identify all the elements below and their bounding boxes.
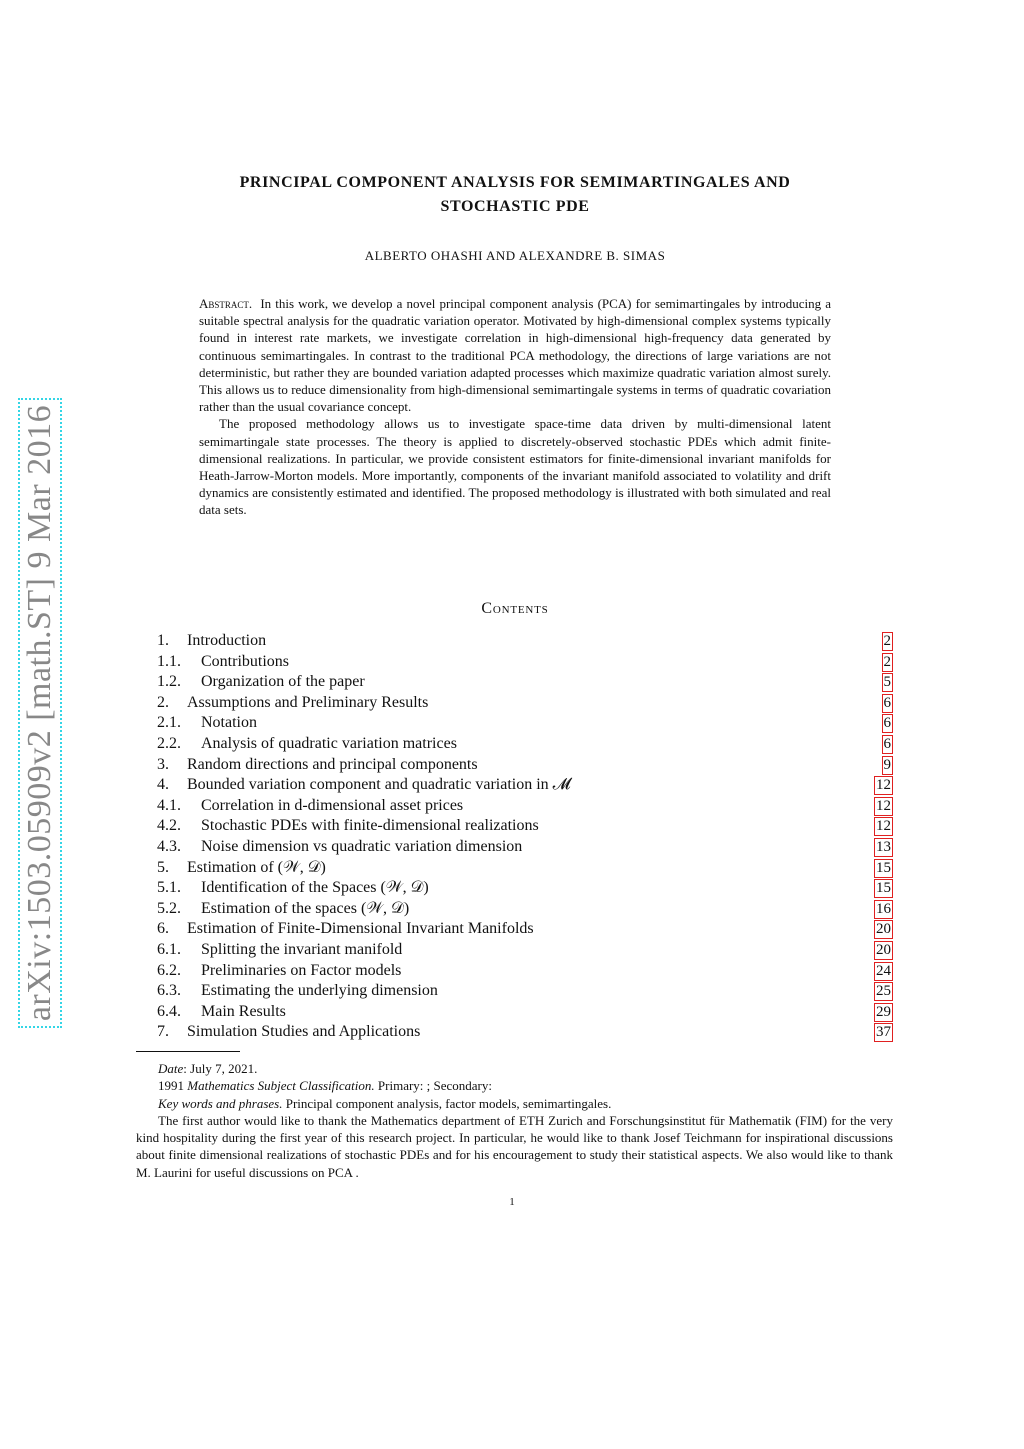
toc-entry-title: Noise dimension vs quadratic variation dimension [201, 837, 523, 855]
toc-entry-title: Simulation Studies and Applications [187, 1023, 421, 1041]
toc-page-link[interactable]: 20 [876, 921, 891, 938]
toc-entry-number: 6.2. [157, 961, 181, 979]
toc-entry-title: Stochastic PDEs with finite-dimensional realizations [201, 817, 539, 835]
toc-entry-title: Introduction [187, 632, 267, 649]
toc-page-link[interactable]: 12 [876, 818, 891, 835]
toc-entry[interactable] [157, 961, 893, 982]
toc-entry-title: Estimation of (𝒲, 𝒟) [187, 858, 326, 876]
toc-entry-title: Preliminaries on Factor models [201, 961, 402, 979]
toc-page-link[interactable]: 12 [876, 797, 891, 814]
toc-page-link[interactable]: 5 [883, 674, 891, 691]
toc-entry-title: Identification of the Spaces (𝒲, 𝒟) [201, 879, 429, 897]
toc-entry[interactable] [157, 1002, 893, 1023]
toc-page-link[interactable]: 24 [876, 962, 891, 979]
msc-label: Mathematics Subject Classification. [187, 1078, 375, 1094]
page-number: 1 [509, 1196, 515, 1208]
toc-entry-number: 1.1. [157, 652, 181, 670]
toc-entry[interactable] [157, 775, 893, 796]
toc-entry-title: Splitting the invariant manifold [201, 940, 403, 958]
toc-page-link[interactable]: 2 [883, 653, 891, 670]
toc-entry-number: 4.2. [157, 817, 181, 835]
toc-entry-number: 5.2. [157, 899, 181, 917]
toc-page-link[interactable]: 20 [876, 941, 891, 958]
toc-entry-number: 4. [157, 776, 169, 794]
toc-entry[interactable] [157, 1022, 893, 1043]
toc-entry-title: Main Results [201, 1002, 286, 1020]
toc-entry[interactable] [157, 919, 893, 940]
toc-entry-number: 4.1. [157, 796, 181, 814]
toc-entry[interactable] [157, 672, 893, 693]
toc-entry-number: 5.1. [157, 879, 181, 897]
paper-title [150, 171, 880, 219]
footnote-acknowledgement: The first author would like to thank the Mathematics department of ETH Zurich and Forschungsinstitut für Mathematik (FIM) for the very kind hospitality during the first year of this research project. In particular, he would like to thank Josef Teichmann for inspirational discussions about finite dimensional realizations of stochastic PDEs and for his encouragement to study their statistical aspects. We also would like to thank M. Laurini for useful discussions on PCA . [136, 1112, 893, 1180]
toc-page-link[interactable]: 25 [876, 983, 891, 1000]
msc-year: 1991 [158, 1078, 188, 1094]
toc-page-link[interactable]: 6 [883, 715, 891, 732]
msc-value: Primary: ; Secondary: [374, 1078, 492, 1094]
toc-entry-number: 2. [157, 693, 169, 711]
toc-entry-title: Notation [201, 714, 257, 732]
toc-entry-title: Random directions and principal components [187, 755, 478, 773]
table-of-contents [157, 631, 893, 1043]
toc-entry[interactable] [157, 631, 893, 652]
toc-page-link[interactable]: 37 [876, 1024, 891, 1041]
abstract-label: Abstract. [199, 296, 253, 311]
abstract-paragraph-2: The proposed methodology allows us to investigate space-time data driven by multi-dimensional latent semimartingale state processes. The theory is applied to discretely-observed stochastic PDEs which admit finite-dimensional realizations. In particular, we provide consistent estimators for finite-dimensional invariant manifolds for Heath-Jarrow-Morton models. More importantly, components of the invariant manifold associated to volatility and drift dynamics are consistently estimated and identified. The proposed methodology is illustrated with both simulated and real data sets. [199, 416, 831, 518]
authors: ALBERTO OHASHI AND ALEXANDRE B. SIMAS [364, 248, 666, 263]
toc-page-link[interactable]: 6 [883, 694, 891, 711]
toc-page-link[interactable]: 15 [876, 880, 891, 897]
abstract [199, 295, 831, 519]
toc-entry-title: Assumptions and Preliminary Results [187, 693, 429, 711]
toc-entry-number: 2.1. [157, 714, 181, 732]
toc-entry-number: 6.1. [157, 940, 181, 958]
toc-entry[interactable] [157, 652, 893, 673]
footnote-date [136, 1060, 893, 1077]
toc-entry-number: 6.4. [157, 1002, 181, 1020]
footnotes [136, 1060, 893, 1181]
toc-entry[interactable] [157, 755, 893, 776]
title-line-2: STOCHASTIC PDE [440, 198, 590, 215]
toc-entry[interactable] [157, 713, 893, 734]
toc-entry[interactable] [157, 878, 893, 899]
keywords-value: Principal component analysis, factor models, semimartingales. [282, 1095, 612, 1111]
toc-entry-title: Estimation of Finite-Dimensional Invariant Manifolds [187, 920, 534, 938]
toc-entry[interactable] [157, 940, 893, 961]
abstract-text-1: In this work, we develop a novel principal component analysis (PCA) for semimartingales by introducing a suitable spectral analysis for the quadratic variation operator. Motivated by high-dimensional complex systems typically found in interest rate markets, we investigate correlation in high-dimensional high-frequency data generated by continuous semimartingales. In contrast to the traditional PCA methodology, the directions of large variations are not deterministic, but rather they are bounded variation adapted processes which maximize quadratic variation almost surely. This allows us to reduce dimensionality from high-dimensional semimartingale systems in terms of quadratic covariation rather than the usual covariance concept. [199, 296, 831, 415]
toc-entry[interactable] [157, 796, 893, 817]
footnote-rule [136, 1051, 240, 1052]
toc-entry[interactable] [157, 899, 893, 920]
toc-entry[interactable] [157, 734, 893, 755]
toc-entry-title: Analysis of quadratic variation matrices [201, 734, 457, 752]
toc-entry-title: Correlation in d-dimensional asset prices [201, 796, 464, 814]
date-value: : July 7, 2021. [183, 1061, 258, 1076]
toc-entry-number: 1. [157, 632, 169, 649]
toc-entry-number: 6. [157, 920, 169, 938]
toc-entry-title: Organization of the paper [201, 673, 365, 691]
toc-entry-number: 3. [157, 755, 169, 773]
toc-entry-number: 1.2. [157, 673, 181, 691]
toc-page-link[interactable]: 6 [883, 735, 891, 752]
toc-entry-number: 5. [157, 858, 169, 876]
toc-entry-number: 4.3. [157, 837, 181, 855]
toc-entry[interactable] [157, 837, 893, 858]
arxiv-stamp [18, 398, 62, 1028]
toc-entry-number: 6.3. [157, 982, 181, 1000]
date-label: Date [158, 1061, 184, 1076]
title-line-1: PRINCIPAL COMPONENT ANALYSIS FOR SEMIMARTINGALES AND [239, 174, 791, 191]
toc-entry-title: Bounded variation component and quadratic variation in 𝓜 [187, 776, 571, 794]
toc-entry[interactable] [157, 858, 893, 879]
toc-page-link[interactable]: 16 [876, 900, 891, 917]
toc-page-link[interactable]: 13 [876, 838, 891, 855]
toc-page-link[interactable]: 12 [876, 777, 891, 794]
toc-entry-title: Estimating the underlying dimension [201, 982, 438, 1000]
toc-entry[interactable] [157, 981, 893, 1002]
toc-page-link[interactable]: 9 [883, 756, 891, 773]
footnote-keywords [136, 1095, 893, 1112]
contents-heading: Contents [481, 600, 549, 617]
footnote-msc [136, 1077, 893, 1094]
arxiv-id: arXiv:1503.05909v2 [math.ST] 9 Mar 2016 [21, 404, 58, 1022]
toc-entry-title: Contributions [201, 652, 290, 670]
toc-entry-number: 7. [157, 1023, 169, 1041]
toc-entry-number: 2.2. [157, 734, 181, 752]
toc-entry-title: Estimation of the spaces (𝒲, 𝒟) [201, 899, 410, 917]
abstract-paragraph-1 [199, 295, 831, 415]
toc-page-link[interactable]: 15 [876, 859, 891, 876]
keywords-label: Key words and phrases. [158, 1095, 283, 1111]
toc-entry[interactable] [157, 816, 893, 837]
toc-entry[interactable] [157, 693, 893, 714]
toc-page-link[interactable]: 2 [883, 633, 891, 649]
toc-page-link[interactable]: 29 [876, 1003, 891, 1020]
